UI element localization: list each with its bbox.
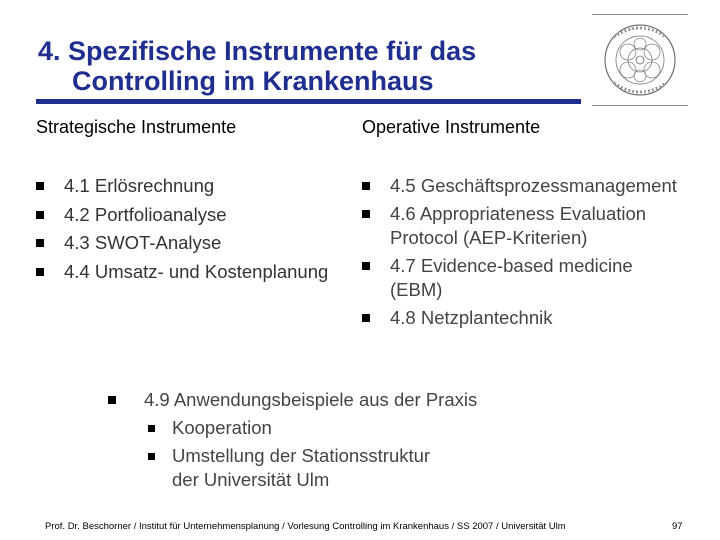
list-item: 4.2 Portfolioanalyse [36, 203, 366, 232]
slide-title [38, 36, 578, 96]
list-item: 4.5 Geschäftsprozessmanagement [362, 174, 712, 202]
square-bullet-icon [36, 239, 44, 247]
square-bullet-icon [148, 453, 155, 460]
list-item: 4.8 Netzplantechnik [362, 306, 712, 334]
square-bullet-icon [362, 182, 370, 190]
strategic-heading: Strategische Instrumente [36, 117, 237, 137]
university-seal-icon [602, 17, 678, 103]
list-item: Kooperation [108, 416, 608, 444]
square-bullet-icon [362, 314, 370, 322]
square-bullet-icon [362, 210, 370, 218]
square-bullet-icon [148, 425, 155, 432]
square-bullet-icon [36, 268, 44, 276]
list-item: Umstellung der Stationsstruktur der Universität Ulm [108, 444, 608, 496]
list-item: 4.7 Evidence-based medicine (EBM) [362, 254, 712, 306]
slide-footer: Prof. Dr. Beschorner / Institut für Unternehmensplanung / Vorlesung Controlling im Krankenhaus / SS 2007 / Universität Ulm [45, 521, 566, 532]
list-item: 4.4 Umsatz- und Kostenplanung [36, 260, 366, 289]
square-bullet-icon [362, 262, 370, 270]
strategic-list [36, 174, 366, 288]
square-bullet-icon [36, 211, 44, 219]
list-item: 4.6 Appropriateness Evaluation Protocol (AEP-Kriterien) [362, 202, 712, 254]
title-underline [36, 99, 581, 104]
square-bullet-icon [36, 182, 44, 190]
operative-heading: Operative Instrumente [362, 117, 541, 137]
list-item: 4.1 Erlösrechnung [36, 174, 366, 203]
square-bullet-icon [108, 396, 116, 404]
university-seal [592, 14, 688, 106]
list-item: 4.9 Anwendungsbeispiele aus der Praxis [108, 388, 608, 416]
slide-title-line1: 4. Spezifische Instrumente für das [38, 36, 477, 66]
page-number: 97 [672, 521, 683, 532]
list-item: 4.3 SWOT-Analyse [36, 231, 366, 260]
slide-title-line2: Controlling im Krankenhaus [72, 66, 434, 96]
practice-list [108, 388, 608, 496]
operative-list [362, 174, 712, 334]
